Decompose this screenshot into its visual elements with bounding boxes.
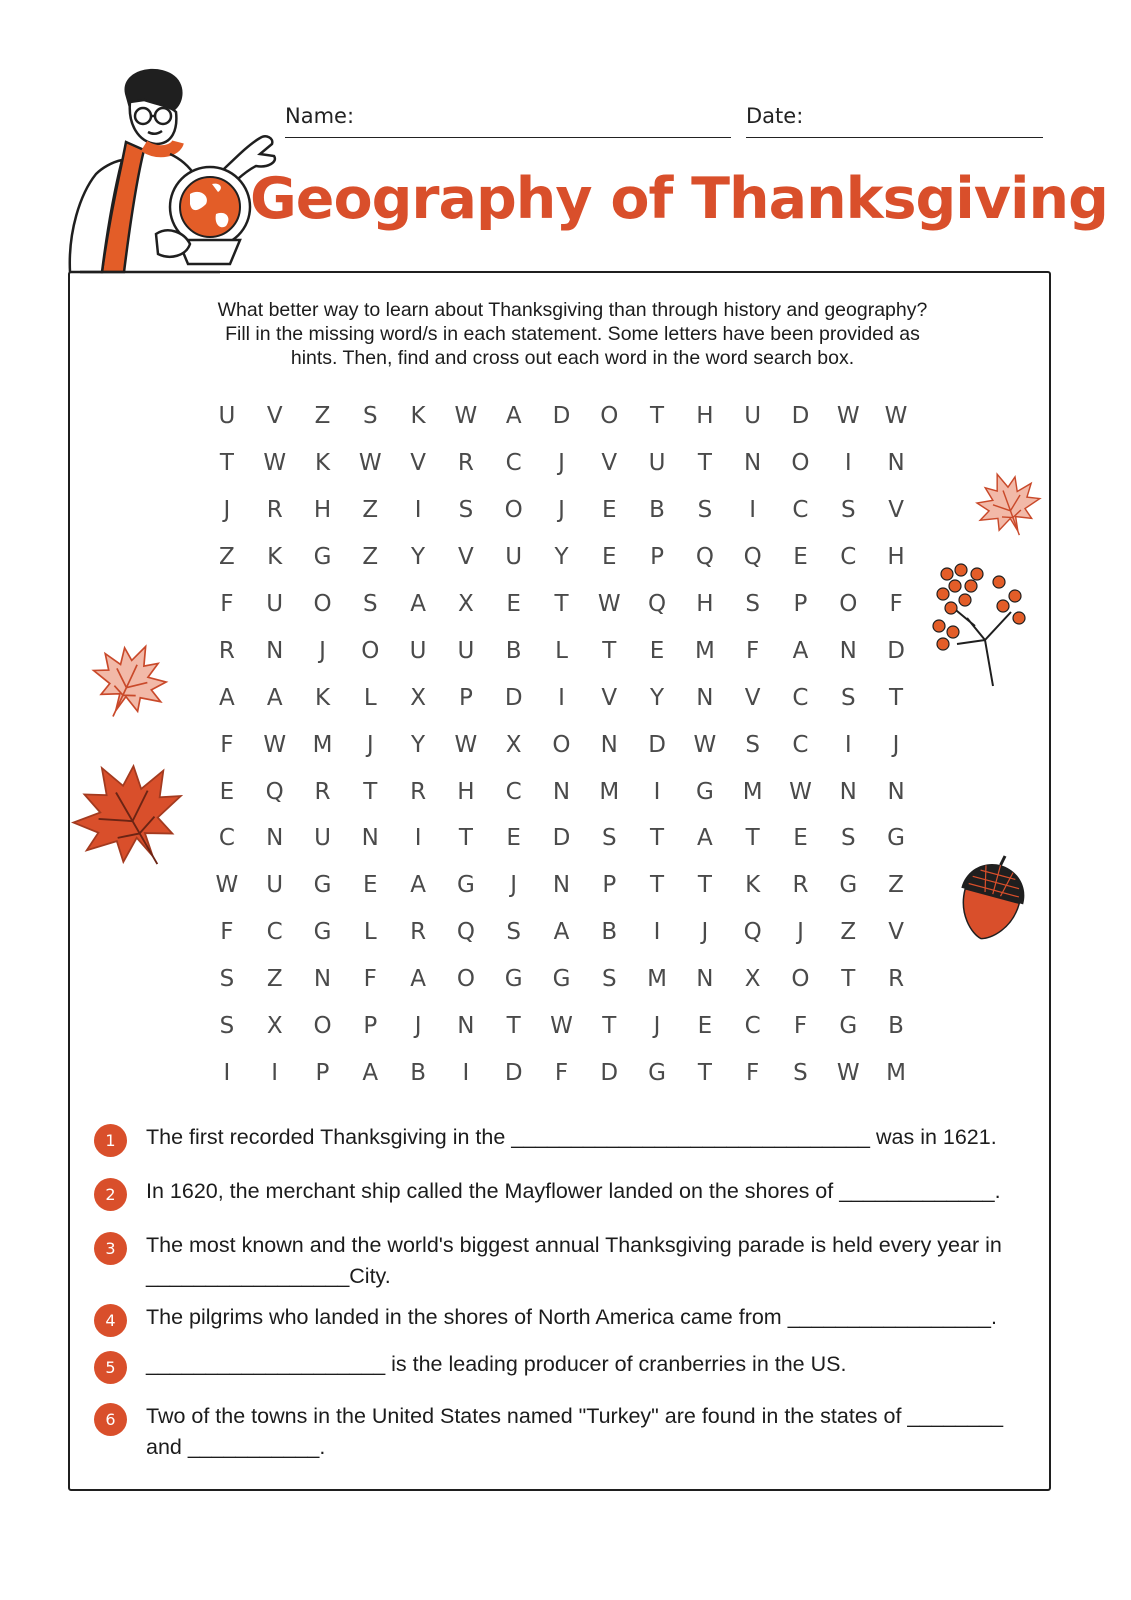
word-search-letter[interactable]: S xyxy=(506,919,521,946)
word-search-letter[interactable]: V xyxy=(888,919,904,946)
word-search-letter[interactable]: I xyxy=(844,731,852,758)
word-search-letter[interactable]: K xyxy=(267,544,283,571)
word-search-letter[interactable]: L xyxy=(555,637,568,664)
word-search-letter[interactable]: C xyxy=(840,544,857,571)
word-search-letter[interactable]: Y xyxy=(411,731,426,758)
word-search-letter[interactable]: U xyxy=(744,403,762,430)
word-search-letter[interactable]: W xyxy=(693,731,717,758)
word-search-letter[interactable]: S xyxy=(745,731,760,758)
word-search-letter[interactable]: U xyxy=(409,637,427,664)
word-search-letter[interactable]: W xyxy=(358,450,382,477)
word-search-letter[interactable]: I xyxy=(271,1059,279,1086)
word-search-letter[interactable]: J xyxy=(414,1013,422,1040)
word-search-letter[interactable]: S xyxy=(219,966,235,993)
word-search-letter[interactable]: S xyxy=(840,684,856,711)
word-search-letter[interactable]: O xyxy=(313,591,332,617)
word-search-letter[interactable]: G xyxy=(313,919,332,946)
word-search-letter[interactable]: B xyxy=(601,919,618,946)
word-search-row xyxy=(203,487,920,534)
name-label: Name: xyxy=(285,104,355,128)
word-search-letter[interactable]: U xyxy=(648,450,666,477)
word-search-letter[interactable]: R xyxy=(314,778,331,805)
word-search-letter[interactable]: R xyxy=(410,778,427,805)
word-search-letter[interactable]: U xyxy=(266,872,284,899)
word-search-letter[interactable]: E xyxy=(363,872,378,899)
word-search-letter[interactable]: S xyxy=(745,591,760,617)
word-search-letter[interactable]: T xyxy=(889,684,904,711)
word-search-letter[interactable]: A xyxy=(266,684,283,711)
word-search-letter[interactable]: R xyxy=(218,637,235,664)
word-search-letter[interactable]: I xyxy=(749,497,757,524)
word-search-letter[interactable]: K xyxy=(745,872,761,899)
word-search-letter[interactable]: N xyxy=(839,637,857,664)
word-search-letter[interactable]: R xyxy=(410,919,427,946)
word-search-letter[interactable]: C xyxy=(218,825,235,852)
word-search-letter[interactable]: I xyxy=(462,1059,470,1086)
word-search-letter[interactable]: O xyxy=(552,731,571,758)
word-search-letter[interactable]: J xyxy=(558,450,565,477)
word-search-letter[interactable]: E xyxy=(506,591,521,617)
word-search-letter[interactable]: D xyxy=(552,825,571,852)
word-search-letter[interactable]: N xyxy=(887,450,905,477)
word-search-letter[interactable]: E xyxy=(506,825,521,852)
question-text[interactable]: The most known and the world's biggest annual Thanksgiving parade is held every year in xyxy=(146,1233,1002,1257)
word-search-letter[interactable]: P xyxy=(363,1013,378,1040)
word-search-letter[interactable]: C xyxy=(505,778,522,805)
word-search-letter[interactable]: G xyxy=(552,966,571,993)
word-search-letter[interactable]: B xyxy=(505,637,522,664)
word-search-row xyxy=(203,674,920,721)
word-search-letter[interactable]: W xyxy=(263,450,287,477)
word-search-letter[interactable]: H xyxy=(457,778,475,805)
question-text[interactable]: In 1620, the merchant ship called the Mayflower landed on the shores of _____________. xyxy=(146,1179,1001,1203)
word-search-row xyxy=(203,768,920,815)
word-search-letter[interactable]: Z xyxy=(314,403,331,430)
word-search-letter[interactable]: V xyxy=(601,450,618,477)
word-search-letter[interactable]: N xyxy=(361,825,379,852)
word-search-letter[interactable]: R xyxy=(792,872,809,899)
word-search-letter[interactable]: G xyxy=(648,1059,666,1086)
word-search-letter[interactable]: S xyxy=(362,591,378,617)
word-search-letter[interactable]: W xyxy=(597,591,621,617)
word-search-letter[interactable]: U xyxy=(505,544,523,571)
word-search-letter[interactable]: S xyxy=(219,1013,235,1040)
word-search-letter[interactable]: O xyxy=(313,1013,332,1040)
word-search-letter[interactable]: T xyxy=(697,872,712,899)
word-search-letter[interactable]: M xyxy=(599,778,620,805)
word-search-letter[interactable]: B xyxy=(888,1013,904,1040)
word-search-letter[interactable]: D xyxy=(791,403,810,430)
word-search-letter[interactable]: N xyxy=(457,1013,475,1040)
word-search-grid[interactable] xyxy=(203,393,920,1096)
word-search-letter[interactable]: A xyxy=(410,966,426,993)
word-search-letter[interactable]: T xyxy=(554,591,569,617)
word-search-letter[interactable]: W xyxy=(789,778,812,805)
word-search-letter[interactable]: C xyxy=(744,1013,761,1040)
word-search-letter[interactable]: T xyxy=(363,778,378,805)
word-search-letter[interactable]: N xyxy=(696,966,714,993)
instructions-line: hints. Then, find and cross out each word in the word search box. xyxy=(290,347,855,369)
word-search-letter[interactable]: J xyxy=(797,919,804,946)
word-search-letter[interactable]: Q xyxy=(456,919,475,946)
word-search-letter[interactable]: J xyxy=(701,919,709,946)
maple-leaf-icon xyxy=(972,468,1044,540)
word-search-letter[interactable]: X xyxy=(505,731,522,758)
word-search-letter[interactable]: D xyxy=(600,1059,619,1086)
word-search-letter[interactable]: W xyxy=(263,731,287,758)
word-search-letter[interactable]: D xyxy=(552,403,571,430)
word-search-letter[interactable]: W xyxy=(454,403,478,430)
word-search-row xyxy=(203,815,920,862)
word-search-letter[interactable]: E xyxy=(793,825,808,852)
question-item xyxy=(94,1230,1014,1292)
date-field[interactable] xyxy=(746,137,1043,138)
question-item xyxy=(94,1401,1014,1463)
word-search-letter[interactable]: G xyxy=(839,872,858,899)
word-search-letter[interactable]: T xyxy=(219,450,234,477)
word-search-letter[interactable]: T xyxy=(602,637,617,664)
word-search-letter[interactable]: F xyxy=(793,1013,808,1040)
word-search-letter[interactable]: X xyxy=(458,591,474,617)
question-number-badge: 6 xyxy=(94,1403,127,1436)
word-search-letter[interactable]: W xyxy=(836,403,860,430)
word-search-letter[interactable]: Y xyxy=(650,684,665,711)
word-search-letter[interactable]: K xyxy=(410,403,426,430)
word-search-letter[interactable]: O xyxy=(504,497,523,524)
word-search-letter[interactable]: U xyxy=(457,637,475,664)
word-search-letter[interactable]: A xyxy=(219,684,235,711)
word-search-letter[interactable]: F xyxy=(889,591,903,617)
question-number-badge: 2 xyxy=(94,1178,127,1211)
word-search-row xyxy=(203,393,920,440)
question-text[interactable]: Two of the towns in the United States named "Turkey" are found in the states of ________ xyxy=(146,1404,1004,1428)
word-search-letter[interactable]: A xyxy=(410,872,426,899)
word-search-letter[interactable]: J xyxy=(510,872,518,899)
word-search-letter[interactable]: W xyxy=(454,731,478,758)
word-search-letter[interactable]: T xyxy=(697,450,712,477)
word-search-letter[interactable]: S xyxy=(697,497,713,524)
word-search-letter[interactable]: W xyxy=(836,1059,860,1086)
word-search-letter[interactable]: H xyxy=(696,403,714,430)
question-text-continued[interactable]: _________________City. xyxy=(146,1264,391,1288)
word-search-letter[interactable]: N xyxy=(696,684,714,711)
word-search-letter[interactable]: G xyxy=(839,1013,858,1040)
word-search-letter[interactable]: D xyxy=(504,684,523,711)
word-search-letter[interactable]: C xyxy=(792,684,809,711)
word-search-letter[interactable]: V xyxy=(744,684,761,711)
word-search-row xyxy=(203,1003,920,1050)
word-search-letter[interactable]: L xyxy=(363,684,377,711)
word-search-letter[interactable]: B xyxy=(649,497,665,524)
instructions-line: Fill in the missing word/s in each statement. Some letters have been provided as xyxy=(225,323,920,345)
word-search-letter[interactable]: H xyxy=(696,591,714,617)
word-search-letter[interactable]: M xyxy=(647,966,667,993)
word-search-letter[interactable]: U xyxy=(266,591,284,617)
word-search-letter[interactable]: V xyxy=(601,684,618,711)
word-search-letter[interactable]: N xyxy=(744,450,762,477)
word-search-letter[interactable]: G xyxy=(504,966,523,993)
word-search-letter[interactable]: D xyxy=(887,637,905,664)
date-label: Date: xyxy=(746,104,804,128)
word-search-row xyxy=(203,581,920,628)
word-search-letter[interactable]: C xyxy=(266,919,283,946)
word-search-letter[interactable]: I xyxy=(653,778,661,805)
word-search-letter[interactable]: Z xyxy=(362,497,379,524)
question-text[interactable]: The pilgrims who landed in the shores of North America came from _________________. xyxy=(146,1305,997,1329)
word-search-letter[interactable]: S xyxy=(840,497,856,524)
word-search-row xyxy=(203,909,920,956)
word-search-letter[interactable]: E xyxy=(697,1013,713,1040)
word-search-letter[interactable]: S xyxy=(601,825,617,852)
word-search-letter[interactable]: I xyxy=(414,825,422,852)
word-search-letter[interactable]: I xyxy=(653,919,661,946)
word-search-letter[interactable]: R xyxy=(266,497,283,524)
word-search-row xyxy=(203,862,920,909)
word-search-letter[interactable]: L xyxy=(363,919,377,946)
word-search-letter[interactable]: T xyxy=(841,966,856,993)
word-search-letter[interactable]: E xyxy=(219,778,235,805)
word-search-letter[interactable]: F xyxy=(220,591,234,617)
word-search-letter[interactable]: T xyxy=(650,403,665,430)
word-search-row xyxy=(203,534,920,581)
word-search-letter[interactable]: E xyxy=(602,544,617,571)
word-search-letter[interactable]: H xyxy=(313,497,332,524)
word-search-letter[interactable]: A xyxy=(792,637,809,664)
word-search-letter[interactable]: A xyxy=(362,1059,379,1086)
word-search-letter[interactable]: B xyxy=(410,1059,426,1086)
word-search-letter[interactable]: W xyxy=(884,403,908,430)
question-item xyxy=(94,1349,1014,1380)
word-search-letter[interactable]: I xyxy=(558,684,565,711)
word-search-letter[interactable]: Q xyxy=(695,544,714,571)
word-search-letter[interactable]: G xyxy=(695,778,714,805)
word-search-row xyxy=(203,956,920,1003)
word-search-letter[interactable]: Z xyxy=(266,966,283,993)
word-search-letter[interactable]: N xyxy=(266,825,284,852)
word-search-letter[interactable]: P xyxy=(602,872,617,899)
word-search-letter[interactable]: S xyxy=(458,497,474,524)
question-item xyxy=(94,1122,1014,1153)
teacher-with-globe-illustration xyxy=(60,64,280,276)
word-search-letter[interactable]: F xyxy=(554,1059,569,1086)
word-search-letter[interactable]: J xyxy=(366,731,374,758)
word-search-letter[interactable]: T xyxy=(650,825,665,852)
word-search-letter[interactable]: J xyxy=(653,1013,661,1040)
word-search-letter[interactable]: A xyxy=(553,919,570,946)
word-search-letter[interactable]: M xyxy=(312,731,333,758)
word-search-letter[interactable]: R xyxy=(457,450,474,477)
word-search-letter[interactable]: S xyxy=(793,1059,808,1086)
question-text[interactable]: ____________________ is the leading producer of cranberries in the US. xyxy=(146,1352,847,1376)
word-search-letter[interactable]: M xyxy=(694,637,715,664)
word-search-letter[interactable]: G xyxy=(313,872,332,899)
word-search-letter[interactable]: A xyxy=(505,403,522,430)
word-search-letter[interactable]: S xyxy=(840,825,856,852)
word-search-letter[interactable]: K xyxy=(314,684,331,711)
instructions-line: What better way to learn about Thanksgiving than through history and geography? xyxy=(217,299,928,321)
page-title: Geography of Thanksgiving xyxy=(250,166,1108,232)
word-search-row xyxy=(203,627,920,674)
word-search-letter[interactable]: Z xyxy=(362,544,379,571)
question-list xyxy=(94,1122,1014,1463)
word-search-letter[interactable]: T xyxy=(602,1013,617,1040)
word-search-letter[interactable]: U xyxy=(314,825,331,852)
word-search-letter[interactable]: P xyxy=(458,684,473,711)
word-search-letter[interactable]: Z xyxy=(219,544,235,571)
word-search-letter[interactable]: Q xyxy=(648,591,667,617)
word-search-letter[interactable]: V xyxy=(266,403,283,430)
question-text[interactable]: The first recorded Thanksgiving in the ______________________________ was in 1621. xyxy=(146,1125,997,1149)
word-search-letter[interactable]: P xyxy=(315,1059,330,1086)
word-search-letter[interactable]: M xyxy=(886,1059,906,1086)
word-search-letter[interactable]: C xyxy=(792,497,809,524)
word-search-letter[interactable]: G xyxy=(313,544,332,571)
name-field[interactable] xyxy=(285,137,731,138)
word-search-letter[interactable]: J xyxy=(558,497,565,524)
word-search-letter[interactable]: X xyxy=(744,966,761,993)
berry-branch-icon xyxy=(915,560,1040,690)
word-search-letter[interactable]: X xyxy=(410,684,426,711)
word-search-letter[interactable]: N xyxy=(600,731,618,758)
word-search-letter[interactable]: R xyxy=(888,966,905,993)
word-search-row xyxy=(203,1049,920,1096)
word-search-letter[interactable]: N xyxy=(313,966,332,993)
word-search-letter[interactable]: O xyxy=(791,450,810,477)
question-text-continued[interactable]: and ___________. xyxy=(146,1435,326,1459)
word-search-letter[interactable]: S xyxy=(601,966,617,993)
word-search-letter[interactable]: Y xyxy=(411,544,426,571)
word-search-letter[interactable]: Q xyxy=(265,778,284,805)
word-search-letter[interactable]: F xyxy=(363,966,377,993)
word-search-letter[interactable]: D xyxy=(648,731,666,758)
word-search-letter[interactable]: Y xyxy=(554,544,569,571)
word-search-letter[interactable]: Z xyxy=(840,919,857,946)
instructions xyxy=(190,298,955,370)
word-search-letter[interactable]: V xyxy=(888,497,904,524)
word-search-letter[interactable]: I xyxy=(844,450,852,477)
word-search-letter[interactable]: K xyxy=(314,450,331,477)
acorn-icon xyxy=(954,852,1030,942)
word-search-letter[interactable]: F xyxy=(220,731,234,758)
word-search-letter[interactable]: E xyxy=(602,497,617,524)
word-search-letter[interactable]: N xyxy=(266,637,284,664)
word-search-letter[interactable]: Q xyxy=(743,544,762,571)
word-search-letter[interactable]: N xyxy=(839,778,857,805)
word-search-letter[interactable]: O xyxy=(839,591,858,617)
word-search-letter[interactable]: J xyxy=(319,637,326,664)
word-search-letter[interactable]: T xyxy=(697,1059,712,1086)
word-search-letter[interactable]: C xyxy=(505,450,522,477)
question-number-badge: 5 xyxy=(94,1351,127,1384)
word-search-letter[interactable]: W xyxy=(550,1013,573,1040)
word-search-letter[interactable]: V xyxy=(458,544,474,571)
word-search-letter[interactable]: E xyxy=(649,637,665,664)
word-search-letter[interactable]: F xyxy=(746,1059,760,1086)
word-search-letter[interactable]: F xyxy=(746,637,760,664)
word-search-letter[interactable]: U xyxy=(218,403,236,430)
question-number-badge: 3 xyxy=(94,1232,127,1265)
word-search-letter[interactable]: S xyxy=(362,403,378,430)
word-search-letter[interactable]: T xyxy=(745,825,760,852)
word-search-letter[interactable]: O xyxy=(600,403,619,430)
word-search-letter[interactable]: I xyxy=(223,1059,231,1086)
question-number-badge: 1 xyxy=(94,1124,127,1157)
word-search-letter[interactable]: A xyxy=(697,825,713,852)
word-search-row xyxy=(203,440,920,487)
word-search-letter[interactable]: G xyxy=(887,825,905,852)
word-search-letter[interactable]: X xyxy=(266,1013,283,1040)
word-search-letter[interactable]: H xyxy=(887,544,905,571)
word-search-letter[interactable]: N xyxy=(887,778,905,805)
question-item xyxy=(94,1302,1014,1333)
word-search-row xyxy=(203,721,920,768)
word-search-letter[interactable]: J xyxy=(223,497,231,524)
word-search-letter[interactable]: I xyxy=(414,497,422,524)
word-search-letter[interactable]: T xyxy=(458,825,473,852)
word-search-letter[interactable]: O xyxy=(456,966,475,993)
word-search-letter[interactable]: D xyxy=(504,1059,523,1086)
word-search-letter[interactable]: T xyxy=(506,1013,521,1040)
question-number-badge: 4 xyxy=(94,1304,127,1337)
question-item xyxy=(94,1176,1014,1207)
word-search-letter[interactable]: W xyxy=(215,872,239,899)
word-search-letter[interactable]: Q xyxy=(743,919,762,946)
word-search-letter[interactable]: J xyxy=(892,731,900,758)
word-search-letter[interactable]: T xyxy=(650,872,665,899)
word-search-letter[interactable]: P xyxy=(793,591,808,617)
word-search-letter[interactable]: G xyxy=(456,872,475,899)
word-search-letter[interactable]: A xyxy=(410,591,426,617)
word-search-letter[interactable]: V xyxy=(410,450,426,477)
word-search-letter[interactable]: Z xyxy=(888,872,904,899)
word-search-letter[interactable]: O xyxy=(361,637,380,664)
maple-leaf-icon xyxy=(70,756,188,874)
word-search-letter[interactable]: F xyxy=(220,919,234,946)
maple-leaf-icon xyxy=(88,638,172,722)
word-search-letter[interactable]: N xyxy=(552,778,571,805)
word-search-letter[interactable]: M xyxy=(742,778,763,805)
word-search-letter[interactable]: P xyxy=(650,544,664,571)
word-search-letter[interactable]: C xyxy=(792,731,809,758)
word-search-letter[interactable]: O xyxy=(791,966,810,993)
word-search-letter[interactable]: N xyxy=(552,872,571,899)
word-search-letter[interactable]: E xyxy=(793,544,808,571)
